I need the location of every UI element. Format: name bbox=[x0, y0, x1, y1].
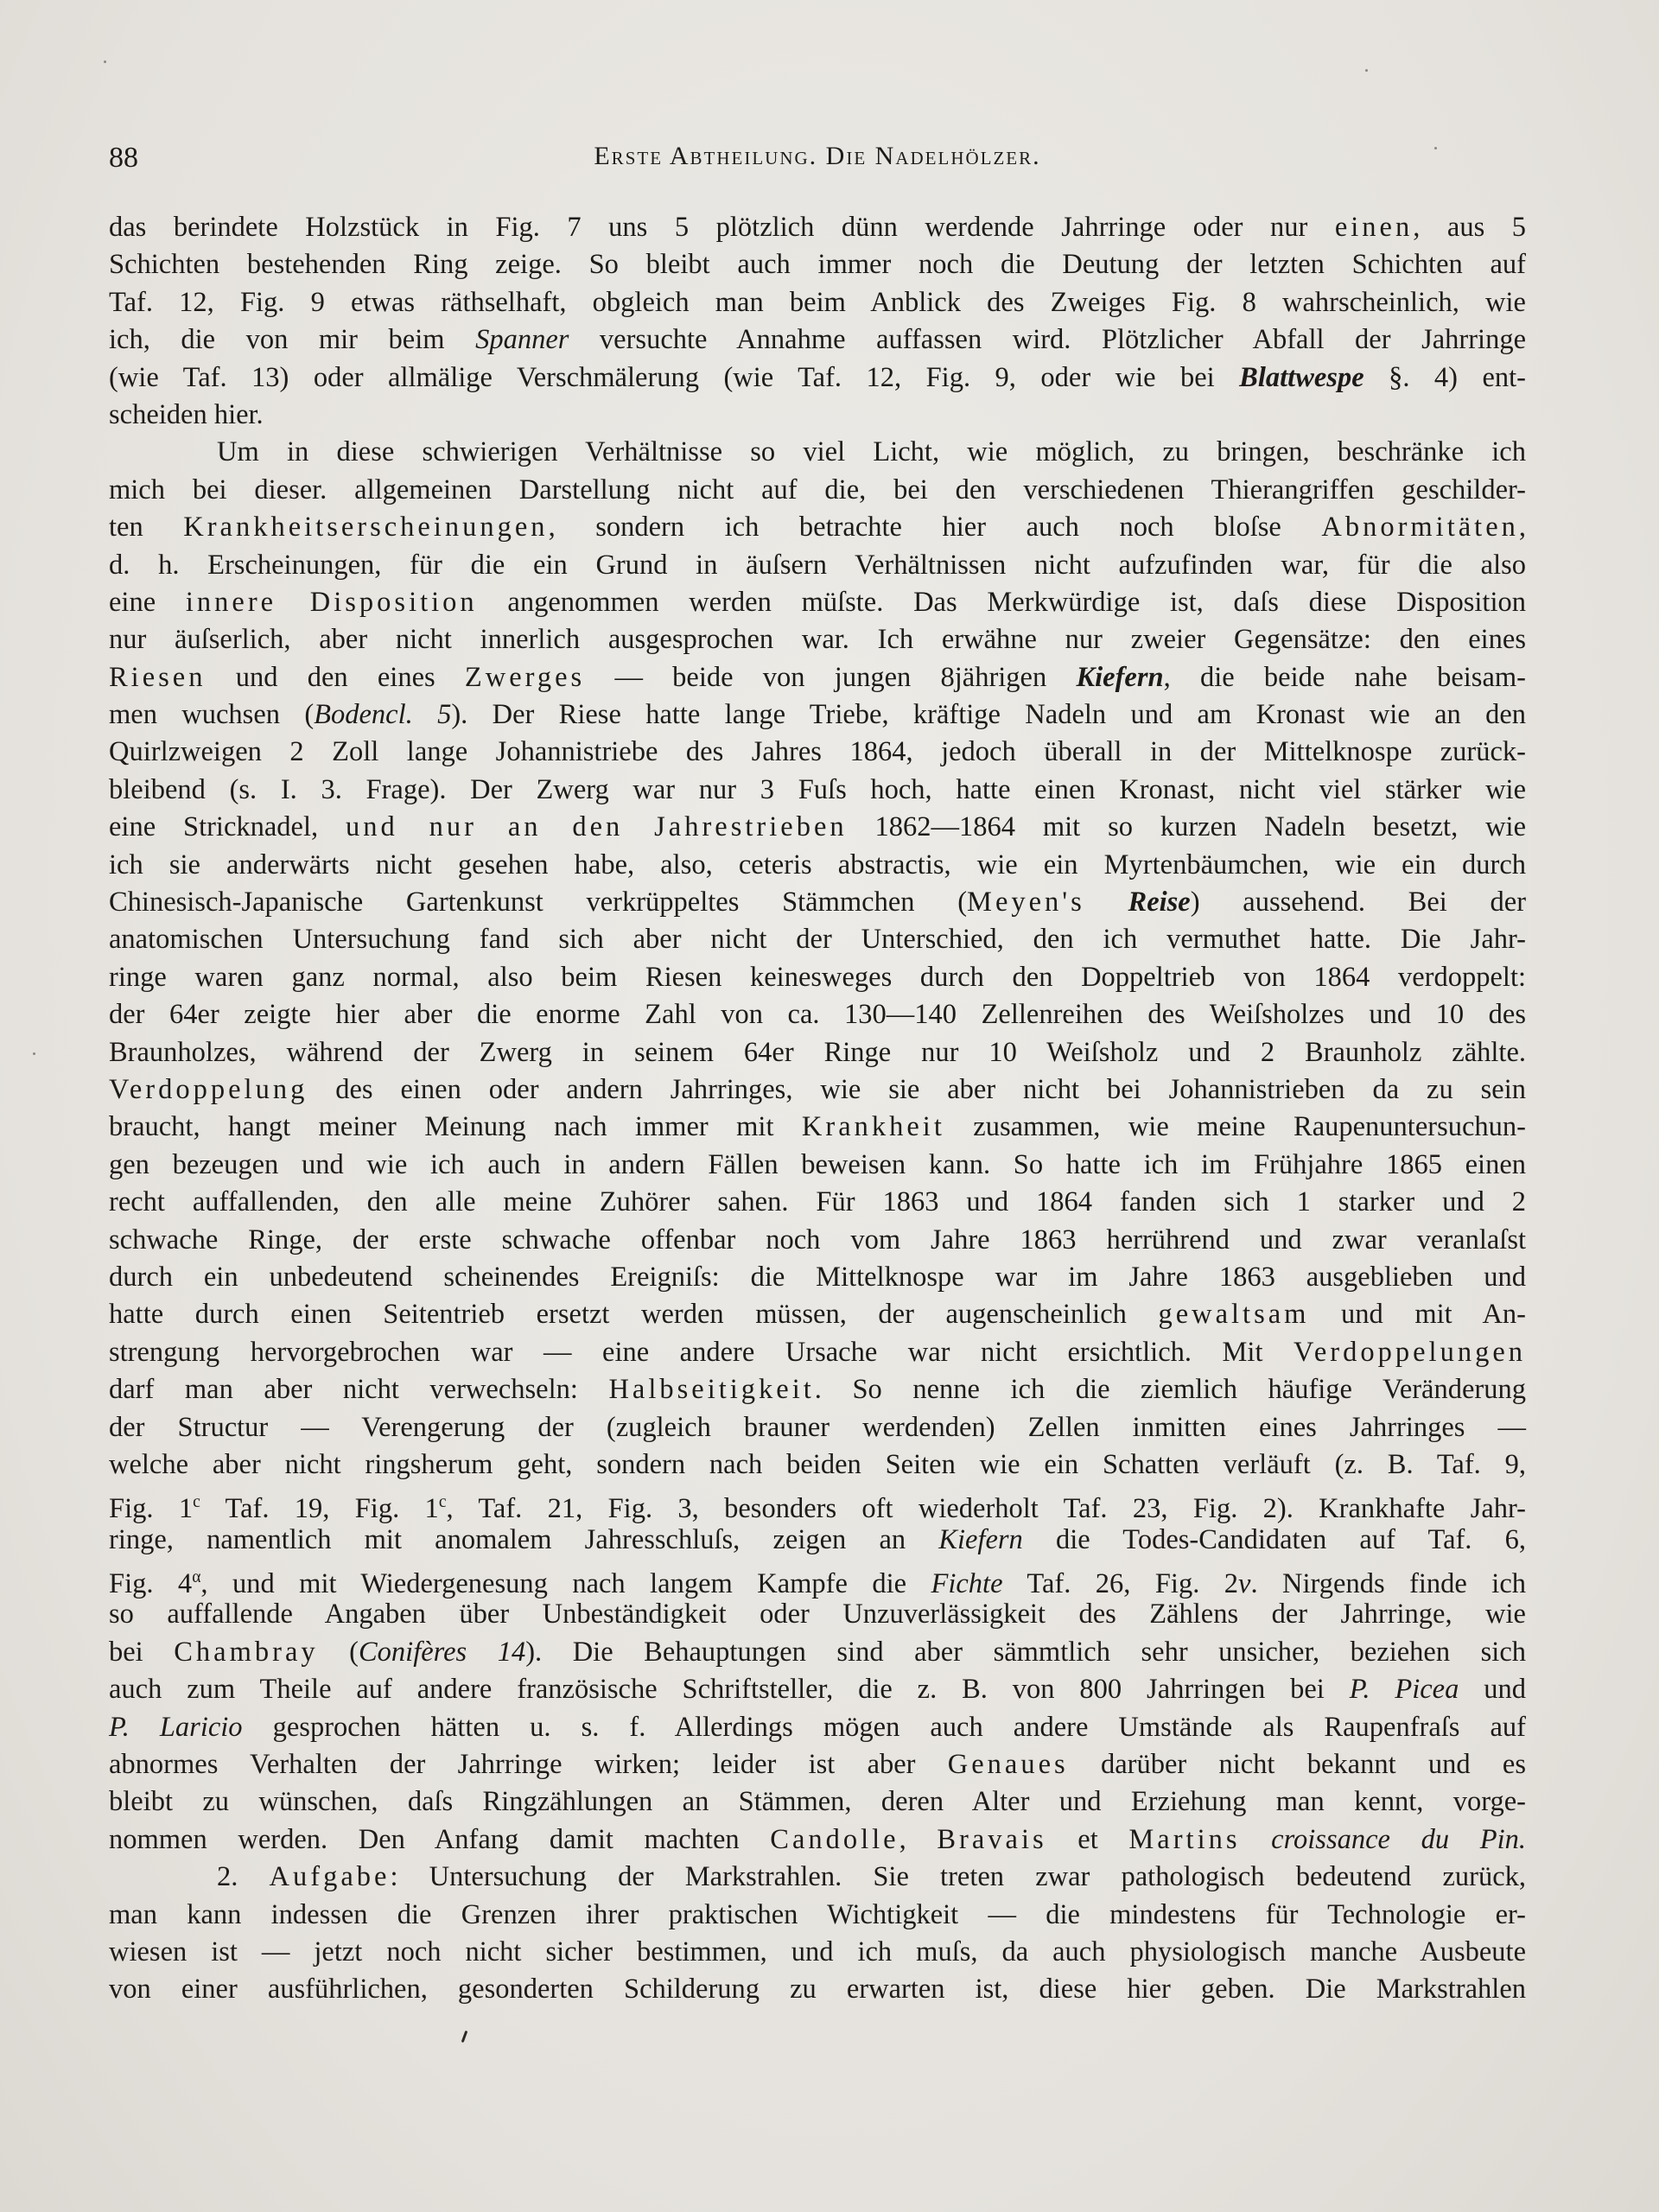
paper-speck bbox=[104, 60, 106, 63]
text-line bbox=[109, 397, 1526, 434]
text-segment: versuchte Annahme auffassen wird. Plötzlicher Abfall der Jahrringe bbox=[569, 324, 1526, 356]
text-segment: von einer ausführlichen, gesonderten Schilderung zu erwarten ist, diese hier geben. Die Markstrahlen bbox=[109, 1974, 1526, 2005]
text-segment: , sondern ich betrachte hier auch noch bloſse bbox=[548, 512, 1322, 543]
text-segment: darf man aber nicht verwechseln: bbox=[109, 1374, 609, 1406]
text-segment: §. 4) ent- bbox=[1363, 361, 1526, 393]
text-line bbox=[109, 1446, 1526, 1484]
text-line bbox=[109, 1259, 1526, 1296]
text-segment: Krankheitserscheinungen bbox=[183, 512, 549, 543]
text-segment: auch zum Theile auf andere französische Schriftsteller, die z. B. von 800 Jahrringen bei bbox=[109, 1674, 1350, 1706]
text-segment: scheiden hier. bbox=[109, 398, 264, 430]
text-segment: mich bei dieser. allgemeinen Darstellung nicht auf die, bei den verschiedenen Thierangriffen geschilder- bbox=[109, 474, 1526, 505]
text-segment: v bbox=[1238, 1567, 1251, 1599]
text-segment: Blattwespe bbox=[1239, 361, 1364, 393]
text-line bbox=[109, 1147, 1526, 1184]
text-segment: ringe waren ganz normal, also beim Riesen keinesweges durch den Doppeltrieb von 1864 verdoppelt: bbox=[109, 961, 1526, 993]
text-line bbox=[109, 246, 1526, 283]
text-segment: strengung hervorgebrochen war — eine andere Ursache war nicht ersichtlich. Mit bbox=[109, 1336, 1294, 1368]
text-segment: : Untersuchung der Markstrahlen. Sie treten zwar pathologisch bedeutend zurück, bbox=[390, 1861, 1527, 1893]
text-line bbox=[109, 1334, 1526, 1371]
text-segment: Quirlzweigen 2 Zoll lange Johannistriebe des Jahres 1864, jedoch überall in der Mittelknospe zurück- bbox=[109, 736, 1526, 768]
text-line bbox=[109, 1522, 1526, 1559]
text-segment: Martins bbox=[1128, 1823, 1241, 1855]
superscript: c bbox=[193, 1493, 200, 1512]
text-line bbox=[109, 509, 1526, 546]
text-segment: Fig. 1 bbox=[109, 1493, 194, 1525]
text-segment: gewaltsam bbox=[1158, 1299, 1310, 1331]
text-line bbox=[109, 1634, 1526, 1671]
text-segment: welche aber nicht ringsherum geht, sondern nach beiden Seiten wie ein Schatten verläuft (z. B. Taf. 9, bbox=[109, 1448, 1526, 1480]
text-segment: gen bezeugen und wie ich auch in andern Fällen beweisen kann. So hatte ich im Frühjahre 1865 einen bbox=[109, 1148, 1526, 1180]
text-segment: Zwerges bbox=[464, 661, 586, 693]
text-segment: die Todes-Candidaten auf Taf. 6, bbox=[1022, 1523, 1526, 1555]
text-segment: abnormes Verhalten der Jahrringe wirken; leider ist aber bbox=[109, 1749, 948, 1781]
text-line bbox=[109, 1296, 1526, 1333]
text-line bbox=[109, 1071, 1526, 1109]
text-line bbox=[109, 696, 1526, 734]
text-segment: Taf. 26, Fig. 2 bbox=[1002, 1567, 1239, 1599]
text-segment: schwache Ringe, der erste schwache offenbar noch vom Jahre 1863 herrührend und zwar veranlaſst bbox=[109, 1224, 1526, 1255]
text-segment: Fichte bbox=[931, 1567, 1003, 1599]
text-segment: darüber nicht bekannt und es bbox=[1068, 1749, 1526, 1781]
text-line bbox=[109, 959, 1526, 996]
text-line bbox=[109, 1821, 1526, 1859]
text-line bbox=[109, 1971, 1526, 2008]
body-text bbox=[109, 209, 1526, 2009]
text-line bbox=[109, 1109, 1526, 1146]
text-segment: Schichten bestehenden Ring zeige. So bleibt auch immer noch die Deutung der letzten Schichten auf bbox=[109, 249, 1526, 281]
text-segment: Aufgabe bbox=[269, 1861, 391, 1893]
text-segment: der Structur — Verengerung der (zugleich brauner werdenden) Zellen inmitten eines Jahrringes — bbox=[109, 1411, 1526, 1443]
page-number: 88 bbox=[109, 142, 138, 174]
text-segment: Abnormitäten bbox=[1321, 512, 1519, 543]
text-line bbox=[109, 621, 1526, 658]
text-segment: Braunholzes, während der Zwerg in seinem 64er Ringe nur 10 Weiſsholz und 2 Braunholz zählte. bbox=[109, 1036, 1526, 1068]
text-segment: einen bbox=[1334, 212, 1414, 243]
superscript: c bbox=[438, 1493, 447, 1512]
text-segment: angenommen werden müſste. Das Merkwürdige ist, daſs diese Disposition bbox=[477, 586, 1526, 618]
text-line bbox=[109, 1409, 1526, 1446]
text-segment: durch ein unbedeutend scheinendes Ereigniſs: die Mittelknospe war im Jahre 1863 ausgeblieben und bbox=[109, 1261, 1526, 1293]
text-segment: Chinesisch-Japanische Gartenkunst verkrüppeltes Stämmchen ( bbox=[109, 887, 968, 918]
text-segment: Fig. 4 bbox=[109, 1567, 193, 1599]
text-segment: eine Stricknadel, bbox=[109, 811, 346, 843]
text-segment: Candolle bbox=[770, 1823, 899, 1855]
text-line bbox=[109, 1559, 1526, 1599]
text-line bbox=[109, 734, 1526, 771]
text-line bbox=[109, 1934, 1526, 1971]
text-segment: ten bbox=[109, 512, 184, 543]
text-segment: bleibt zu wünschen, daſs Ringzählungen an Stämmen, deren Alter und Erziehung man kennt, vorge- bbox=[109, 1786, 1526, 1818]
text-segment: P. Picea bbox=[1349, 1674, 1459, 1706]
text-segment: . So nenne ich die ziemlich häufige Veränderung bbox=[814, 1374, 1526, 1406]
text-segment: innere Disposition bbox=[185, 586, 478, 618]
text-segment: Genaues bbox=[947, 1749, 1069, 1781]
paper-speck bbox=[1434, 147, 1437, 149]
text-line bbox=[109, 359, 1526, 397]
text-segment: ringe, namentlich mit anomalem Jahresschluſs, zeigen an bbox=[109, 1523, 939, 1555]
text-segment: das berindete Holzstück in Fig. 7 uns 5 plötzlich dünn werdende Jahrringe oder nur bbox=[109, 212, 1335, 243]
text-segment: , die beide nahe beisam- bbox=[1163, 661, 1526, 693]
text-line bbox=[109, 772, 1526, 809]
text-segment: Halbseitigkeit bbox=[608, 1374, 815, 1406]
text-line bbox=[109, 1596, 1526, 1633]
text-segment: Riesen bbox=[109, 661, 207, 693]
text-segment: et bbox=[1046, 1823, 1129, 1855]
text-segment: Reise bbox=[1128, 887, 1191, 918]
text-segment bbox=[1241, 1824, 1272, 1855]
text-segment: Bravais bbox=[937, 1823, 1047, 1855]
text-line bbox=[109, 659, 1526, 696]
text-segment: 2. bbox=[217, 1861, 270, 1893]
text-segment: bei bbox=[109, 1636, 175, 1668]
text-segment: , und mit Wiedergenesung nach langem Kampfe die bbox=[200, 1567, 931, 1599]
running-head: Erste Abtheilung. Die Nadelhölzer. bbox=[594, 142, 1041, 170]
text-segment: , bbox=[1518, 512, 1526, 543]
text-line bbox=[109, 1222, 1526, 1259]
text-segment: ich, die von mir beim bbox=[109, 324, 476, 356]
text-segment: wiesen ist — jetzt noch nicht sicher bestimmen, und ich muſs, da auch physiologisch manche Ausbeute bbox=[109, 1936, 1526, 1967]
text-line bbox=[109, 209, 1526, 246]
text-line bbox=[109, 547, 1526, 584]
text-segment: ich sie anderwärts nicht gesehen habe, also, ceteris abstractis, wie ein Myrtenbäumchen, wie ein durch bbox=[109, 849, 1526, 880]
paper-speck bbox=[33, 1052, 35, 1055]
text-line bbox=[109, 1897, 1526, 1934]
text-segment: Verdoppelungen bbox=[1294, 1336, 1526, 1368]
text-line bbox=[109, 921, 1526, 958]
text-segment: Taf. 19, Fig. 1 bbox=[200, 1493, 439, 1525]
text-segment: ). Die Behauptungen sind aber sämmtlich sehr unsicher, beziehen sich bbox=[525, 1636, 1526, 1668]
text-line bbox=[109, 284, 1526, 321]
text-line bbox=[109, 1783, 1526, 1821]
text-segment: , bbox=[899, 1823, 938, 1855]
text-segment: — beide von jungen 8jährigen bbox=[585, 661, 1077, 693]
text-segment: , aus 5 bbox=[1413, 212, 1526, 243]
text-segment: zusammen, wie meine Raupenuntersuchun- bbox=[944, 1111, 1526, 1143]
text-segment: (wie Taf. 13) oder allmälige Verschmälerung (wie Taf. 12, Fig. 9, oder wie bei bbox=[109, 361, 1240, 393]
text-line bbox=[109, 434, 1526, 471]
text-segment: und mit An- bbox=[1309, 1299, 1527, 1331]
text-segment: man kann indessen die Grenzen ihrer praktischen Wichtigkeit — die mindestens für Technologie er- bbox=[109, 1898, 1526, 1930]
text-segment: und nur an den Jahrestrieben bbox=[346, 811, 848, 843]
text-segment: eine bbox=[109, 586, 186, 618]
text-segment: Krankheit bbox=[801, 1111, 945, 1143]
text-segment: nommen werden. Den Anfang damit machten bbox=[109, 1823, 771, 1855]
text-segment: so auffallende Angaben über Unbeständigkeit oder Unzuverlässigkeit des Zählens der Jahrringe, wie bbox=[109, 1599, 1526, 1630]
page-header bbox=[109, 138, 1526, 181]
text-line bbox=[109, 996, 1526, 1033]
text-segment: , Taf. 21, Fig. 3, besonders oft wiederholt Taf. 23, Fig. 2). Krankhafte Jahr- bbox=[446, 1493, 1527, 1525]
text-segment: Spanner bbox=[475, 324, 569, 356]
text-segment: ) aussehend. Bei der bbox=[1190, 887, 1527, 918]
text-segment: Verdoppelung bbox=[109, 1073, 308, 1105]
text-line bbox=[109, 1371, 1526, 1408]
text-segment: Bodencl. 5 bbox=[314, 699, 452, 731]
text-segment: Kiefern bbox=[938, 1523, 1023, 1555]
text-segment: Chambray bbox=[174, 1636, 319, 1668]
text-segment: Conifères 14 bbox=[359, 1636, 526, 1668]
text-line bbox=[109, 1184, 1526, 1221]
text-segment: Um in diese schwierigen Verhältnisse so viel Licht, wie möglich, zu bringen, beschränke ich bbox=[217, 436, 1526, 468]
text-segment: braucht, hangt meiner Meinung nach immer mit bbox=[109, 1111, 802, 1143]
text-segment: Meyen's bbox=[967, 887, 1085, 918]
superscript: α bbox=[192, 1568, 201, 1587]
text-line bbox=[109, 472, 1526, 509]
text-segment: Taf. 12, Fig. 9 etwas räthselhaft, obgleich man beim Anblick des Zweiges Fig. 8 wahrscheinlich, wie bbox=[109, 286, 1526, 318]
text-line bbox=[109, 884, 1526, 921]
text-segment: Kiefern bbox=[1076, 661, 1164, 693]
text-segment: men wuchsen ( bbox=[109, 699, 315, 731]
text-segment: gesprochen hätten u. s. f. Allerdings mögen auch andere Umstände als Raupenfraſs auf bbox=[242, 1711, 1527, 1743]
text-segment: des einen oder andern Jahrringes, wie sie aber nicht bei Johannistrieben da zu sein bbox=[308, 1073, 1526, 1105]
text-line bbox=[109, 1484, 1527, 1525]
text-segment: P. Laricio bbox=[109, 1711, 243, 1743]
text-segment: nur äuſserlich, aber nicht innerlich ausgesprochen war. Ich erwähne nur zweier Gegensätze: den eines bbox=[109, 624, 1526, 656]
text-line bbox=[109, 1034, 1526, 1071]
text-segment: . Nirgends finde ich bbox=[1250, 1567, 1526, 1599]
text-line bbox=[109, 1671, 1526, 1708]
text-line bbox=[109, 321, 1526, 359]
text-line bbox=[109, 1859, 1526, 1896]
text-segment: ( bbox=[318, 1636, 359, 1668]
text-segment: und den eines bbox=[206, 661, 465, 693]
text-segment: hatte durch einen Seitentrieb ersetzt werden müssen, der augenscheinlich bbox=[109, 1299, 1159, 1331]
text-segment: d. h. Erscheinungen, für die ein Grund in äuſsern Verhältnissen nicht aufzufinden war, für die also bbox=[109, 549, 1526, 581]
text-segment: anatomischen Untersuchung fand sich aber nicht der Unterschied, den ich vermuthet hatte. Die Jahr- bbox=[109, 924, 1526, 956]
text-line bbox=[109, 1746, 1526, 1783]
text-segment: recht auffallenden, den alle meine Zuhörer sahen. Für 1863 und 1864 fanden sich 1 starker und 2 bbox=[109, 1186, 1526, 1218]
text-line bbox=[109, 1709, 1526, 1746]
text-segment: bleibend (s. I. 3. Frage). Der Zwerg war nur 3 Fuſs hoch, hatte einen Kronast, nicht viel stärker wie bbox=[109, 773, 1526, 805]
text-segment: und bbox=[1459, 1674, 1526, 1706]
text-segment: ). Der Riese hatte lange Triebe, kräftige Nadeln und am Kronast wie an den bbox=[451, 699, 1526, 731]
text-line bbox=[109, 584, 1526, 621]
ink-mark bbox=[461, 2031, 468, 2043]
text-segment: der 64er zeigte hier aber die enorme Zahl von ca. 130—140 Zellenreihen des Weiſsholzes und 10 des bbox=[109, 999, 1526, 1031]
text-line bbox=[109, 809, 1526, 846]
paper-speck bbox=[1365, 69, 1368, 72]
text-segment: croissance du Pin. bbox=[1271, 1823, 1526, 1855]
text-line bbox=[109, 847, 1526, 884]
text-segment bbox=[1085, 887, 1128, 918]
text-segment: 1862—1864 mit so kurzen Nadeln besetzt, wie bbox=[847, 811, 1526, 843]
